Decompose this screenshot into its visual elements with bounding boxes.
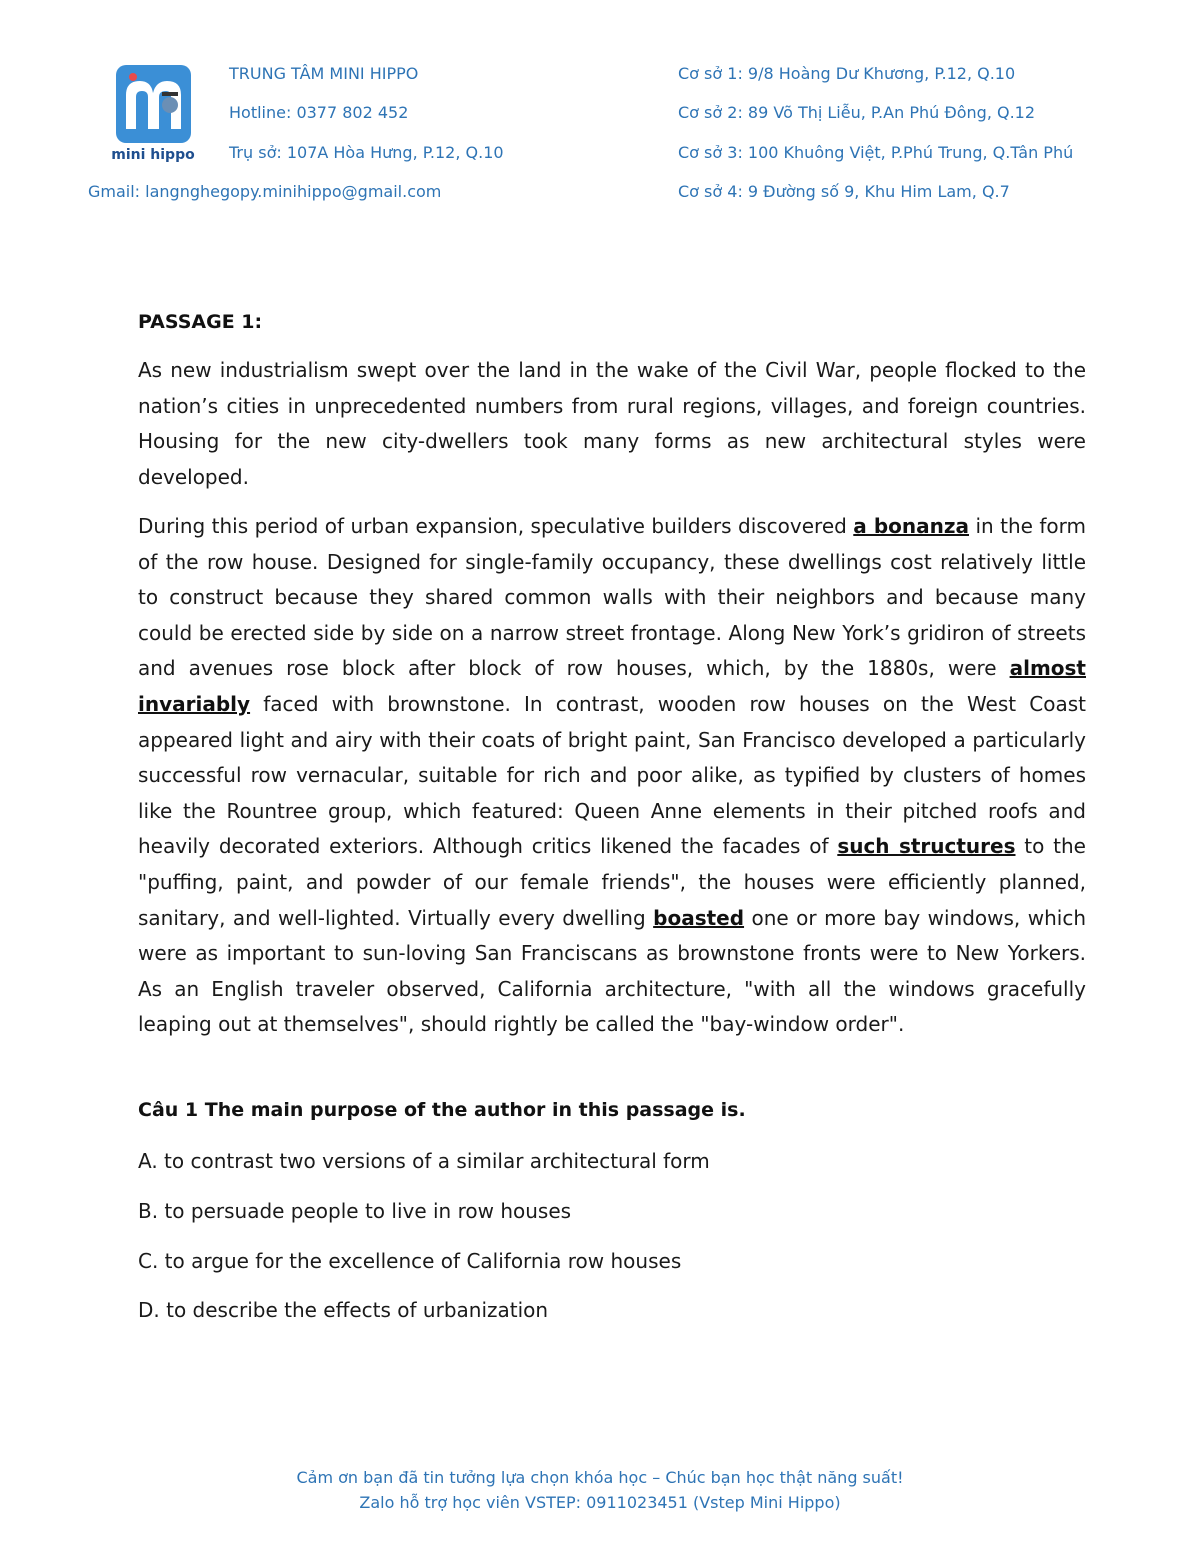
footer-zalo-support: Zalo hỗ trợ học viên VSTEP: 0911023451 (Vstep Mini Hippo) <box>359 1493 841 1512</box>
option-b[interactable]: B. to persuade people to live in row houses <box>138 1199 572 1223</box>
footer-thanks: Cảm ơn bạn đã tin tưởng lựa chọn khóa học – Chúc bạn học thật năng suất! <box>296 1468 904 1487</box>
branch-3: Cơ sở 3: 100 Khuông Việt, P.Phú Trung, Q.Tân Phú <box>678 143 1074 162</box>
hotline: Hotline: 0377 802 452 <box>229 103 409 122</box>
paragraph-2-text: During this period of urban expansion, speculative builders discovered <box>138 514 854 538</box>
keyword-such-structures: such structures <box>837 834 1016 859</box>
paragraph-2-text: to the "puffing, paint, and powder of our female friends", the houses were efficiently planned, sanitary, and well-lighted. Virtually every dwelling <box>138 834 1086 930</box>
head-office-address: Trụ sở: 107A Hòa Hưng, P.12, Q.10 <box>229 143 504 162</box>
passage-title: PASSAGE 1: <box>138 311 263 333</box>
option-c[interactable]: C. to argue for the excellence of California row houses <box>138 1249 682 1273</box>
branch-4: Cơ sở 4: 9 Đường số 9, Khu Him Lam, Q.7 <box>678 182 1010 201</box>
center-name: TRUNG TÂM MINI HIPPO <box>229 64 419 83</box>
branch-1: Cơ sở 1: 9/8 Hoàng Dư Khương, P.12, Q.10 <box>678 64 1016 83</box>
keyword-almost-invariably: almost invariably <box>138 656 1086 716</box>
paragraph-2-text: in the form of the row house. Designed for single-family occupancy, these dwellings cost relatively little to construct because they shared common walls with their neighbors and because many could be erected side by side on a narrow street frontage. Along New York’s gridiron of streets and avenues rose block after block of row houses, which, by the 1880s, were <box>138 514 1087 681</box>
option-d[interactable]: D. to describe the effects of urbanization <box>138 1298 549 1322</box>
paragraph-2-text: faced with brownstone. In contrast, wooden row houses on the West Coast appeared light and airy with their coats of bright paint, San Francisco developed a particularly successful row vernacular, suitable for rich and poor alike, as typified by clusters of homes like the Rountree group, which featured: Queen Anne elements in their pitched roofs and heavily decorated exteriors. Although critics likened the facades of <box>138 691 1086 859</box>
mini-hippo-logo <box>94 57 212 173</box>
logo-brand-text: mini hippo <box>111 147 195 163</box>
passage-paragraph-1: As new industrialism swept over the land in the wake of the Civil War, people flocked to the nation’s cities in unprecedented numbers from rural regions, villages, and foreign countries. Housing for the new city-dwellers took many forms as new architectural styles were developed. <box>138 358 1086 489</box>
gmail: Gmail: langnghegopy.minihippo@gmail.com <box>88 182 442 201</box>
keyword-a-bonanza: a bonanza <box>853 514 969 538</box>
question-1: Câu 1 The main purpose of the author in this passage is. <box>138 1099 746 1121</box>
keyword-boasted: boasted <box>653 905 745 930</box>
paragraph-2-text: one or more bay windows, which were as important to sun-loving San Franciscans as brownstone fronts were to New Yorkers. As an English traveler observed, California architecture, "with all the windows gracefully leaping out at themselves", should rightly be called the "bay-window order". <box>138 905 1086 1037</box>
branch-2: Cơ sở 2: 89 Võ Thị Liễu, P.An Phú Đông, Q.12 <box>678 103 1036 122</box>
hippo-logo-icon <box>116 65 191 143</box>
passage-paragraph-2 <box>138 509 1086 1043</box>
option-a[interactable]: A. to contrast two versions of a similar architectural form <box>138 1149 710 1173</box>
